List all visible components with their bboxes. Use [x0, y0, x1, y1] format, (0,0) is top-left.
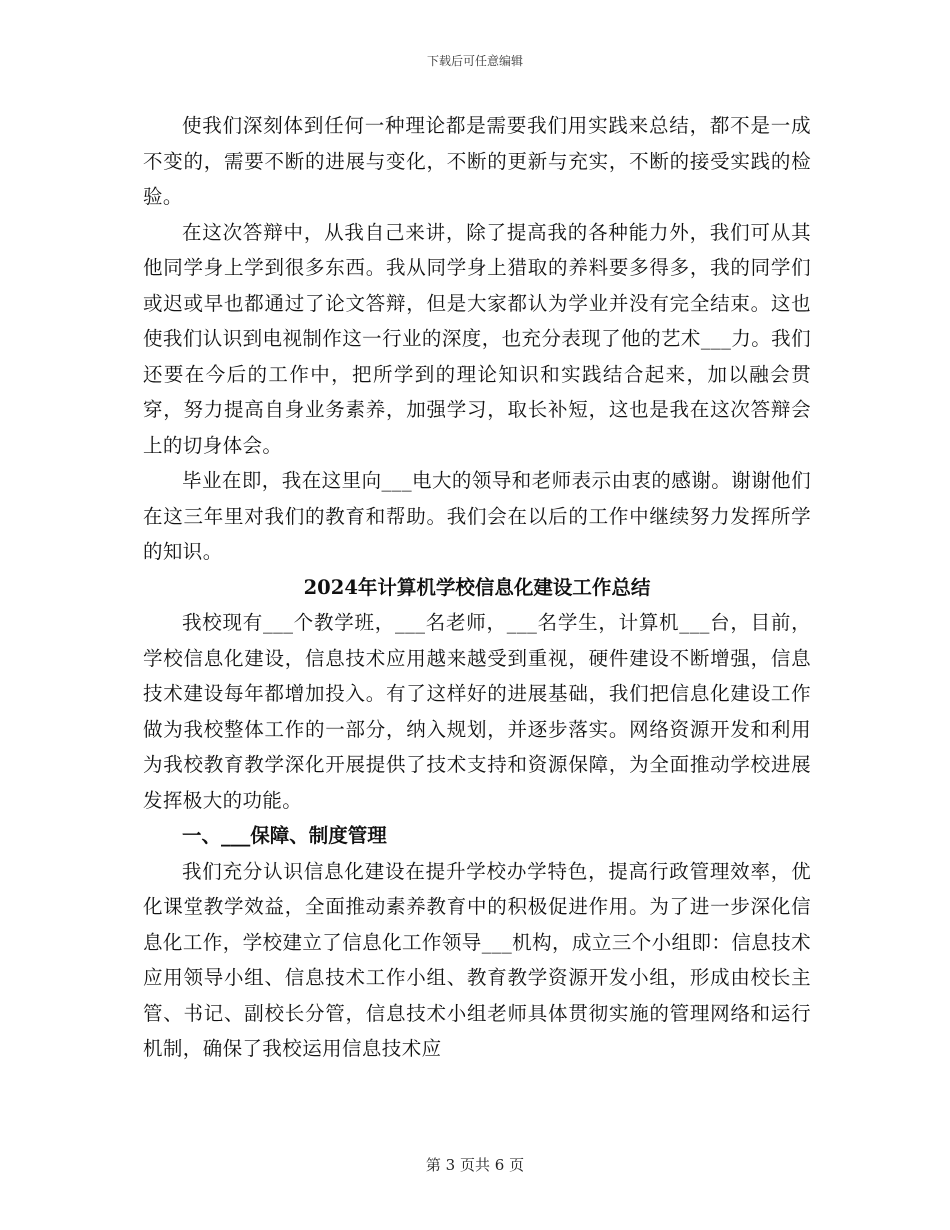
- body-paragraph: 在这次答辩中，从我自己来讲，除了提高我的各种能力外，我们可从其他同学身上学到很多东西。我从同学身上猎取的养料要多得多，我的同学们或迟或早也都通过了论文答辩，但是大家都认为学业并没有完全结束。这也使我们认识到电视制作这一行业的深度，也充分表现了他的艺术___力。我们还要在今后的工作中，把所学到的理论知识和实践结合起来，加以融会贯穿，努力提高自身业务素养，加强学习，取长补短，这也是我在这次答辩会上的切身体会。: [143, 220, 811, 457]
- page-footer: 第 3 页共 6 页: [425, 1156, 525, 1174]
- section-heading: 一、___保障、制度管理: [182, 824, 387, 847]
- section-paragraph: 我们充分认识信息化建设在提升学校办学特色，提高行政管理效率，优化课堂教学效益，全面推动素养教育中的积极促进作用。为了进一步深化信息化工作，学校建立了信息化工作领导___机构，成立三个小组即：信息技术应用领导小组、信息技术工作小组、教育教学资源开发小组，形成由校长主管、书记、副校长分管，信息技术小组老师具体贯彻实施的管理网络和运行机制，确保了我校运用信息技术应: [143, 859, 811, 1060]
- body-paragraph: 毕业在即，我在这里向___电大的领导和老师表示由衷的感谢。谢谢他们在这三年里对我们的教育和帮助。我们会在以后的工作中继续努力发挥所学的知识。: [143, 469, 811, 563]
- intro-paragraph: 我校现有___个教学班，___名老师，___名学生，计算机___台，目前，学校信息化建设，信息技术应用越来越受到重视，硬件建设不断增强，信息技术建设每年都增加投入。有了这样好的进展基础，我们把信息化建设工作做为我校整体工作的一部分，纳入规划，并逐步落实。网络资源开发和利用为我校教育教学深化开展提供了技术支持和资源保障，为全面推动学校进展发挥极大的功能。: [143, 611, 811, 812]
- body-paragraph: 使我们深刻体到任何一种理论都是需要我们用实践来总结，都不是一成不变的，需要不断的进展与变化，不断的更新与充实，不断的接受实践的检验。: [143, 114, 811, 208]
- page-header: 下载后可任意编辑: [426, 54, 523, 68]
- document-title: 2024年计算机学校信息化建设工作总结: [303, 575, 651, 599]
- document-body: [143, 108, 811, 1067]
